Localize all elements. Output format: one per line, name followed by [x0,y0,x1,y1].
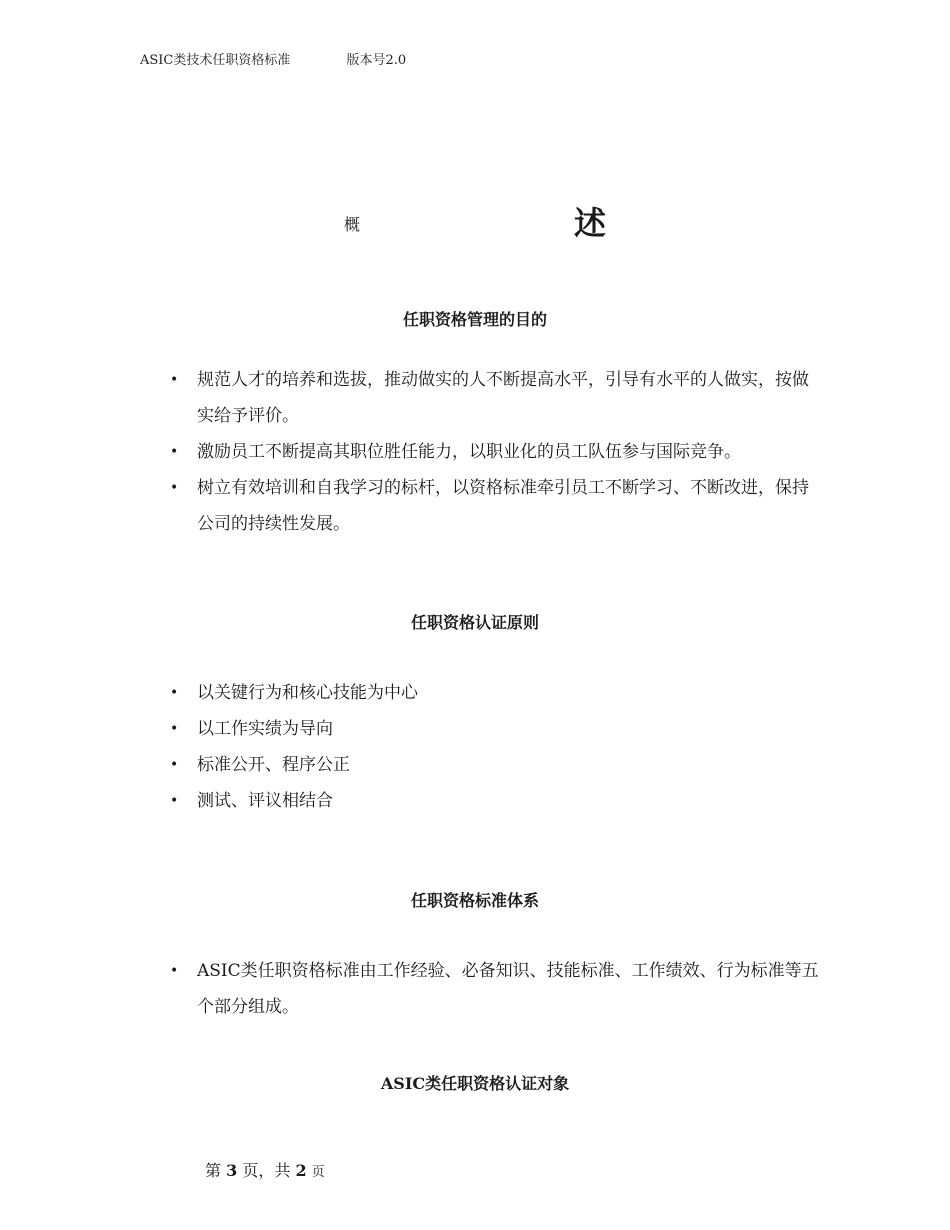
list-item: • 测试、评议相结合 [170,783,820,819]
list-item: • ASIC类任职资格标准由工作经验、必备知识、技能标准、工作绩效、行为标准等五个部分组成。 [170,953,820,1025]
footer-text-3: 页 [311,1165,325,1180]
footer-current-page: 3 [226,1161,238,1180]
section-heading-principles: 任职资格认证原则 [410,613,539,632]
page-title-char-1: 概 [344,215,361,234]
list-item: • 标准公开、程序公正 [170,747,820,783]
list-item: • 树立有效培训和自我学习的标杆，以资格标准牵引员工不断学习、不断改进，保持公司的持续性发展。 [170,470,820,542]
footer-total-pages: 2 [295,1161,307,1180]
bullet-icon: • [170,721,179,737]
list-item: • 以关键行为和核心技能为中心 [170,675,820,711]
header-doc-title: ASIC类技术任职资格标准 [140,53,291,68]
header-version: 版本号2.0 [346,53,407,68]
bullet-icon: • [170,757,179,773]
list-item: • 激励员工不断提高其职位胜任能力，以职业化的员工队伍参与国际竞争。 [170,434,820,470]
list-item: • 规范人才的培养和选拔，推动做实的人不断提高水平，引导有水平的人做实，按做实给予评价。 [170,362,820,434]
page-footer [205,1158,325,1181]
page-header [140,49,406,68]
purpose-list [170,362,820,542]
list-item: • 以工作实绩为导向 [170,711,820,747]
bullet-icon: • [170,963,179,979]
bullet-icon: • [170,480,179,496]
footer-text-1: 第 [205,1161,222,1180]
bullet-icon: • [170,793,179,809]
page-title-char-2: 述 [574,204,607,242]
bullet-icon: • [170,685,179,701]
system-list [170,953,820,1025]
footer-text-2: 页，共 [242,1161,291,1180]
bullet-icon: • [170,372,179,388]
bullet-icon: • [170,444,179,460]
section-heading-purpose: 任职资格管理的目的 [402,310,547,329]
section-heading-target: ASIC类任职资格认证对象 [380,1074,570,1093]
section-heading-system: 任职资格标准体系 [410,891,539,910]
principles-list [170,675,820,819]
